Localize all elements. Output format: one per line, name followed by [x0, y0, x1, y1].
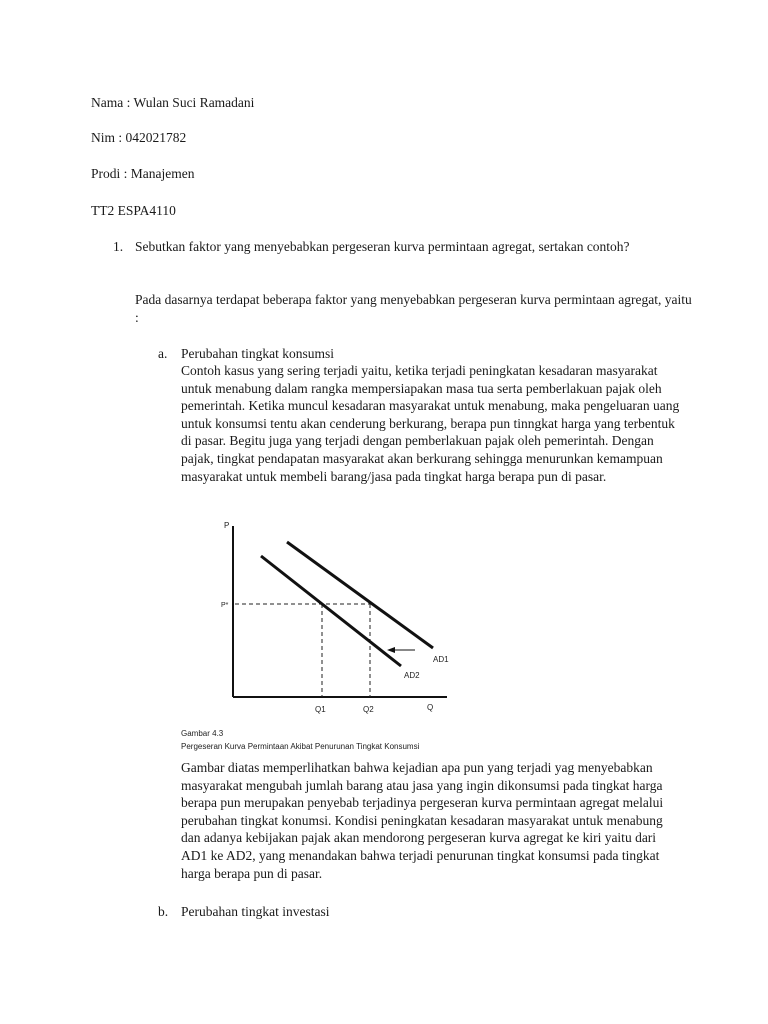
nim-line: Nim : 042021782 [91, 130, 187, 145]
ad1-label: AD1 [433, 655, 449, 664]
demand-shift-figure [175, 512, 495, 757]
figure-caption: Pergeseran Kurva Permintaan Akibat Penurunan Tingkat Konsumsi [181, 742, 420, 751]
figure-caption-number: Gambar 4.3 [181, 729, 224, 738]
x-axis-label: Q [427, 703, 434, 712]
q1-label: Q1 [315, 705, 326, 714]
item-b-marker: b. [158, 904, 169, 919]
figure-explanation: Gambar diatas memperlihatkan bahwa kejadian apa pun yang terjadi yag menyebabkan masyarakat mengubah jumlah barang atau jasa yang ingin dikonsumsi pada tingkat harga berapa pun merupakan penyebab terjadinya pergeseran kurva permintaan agregat melalui perubahan tingkat konumsi. Kondisi peningkatan kesadaran masyarakat untuk menabung dan adanya kebijakan pajak akan mendorong pergeseran kurva agregat ke kiri yaitu dari AD1 ke AD2, yang menandakan bahwa terjadi penurunan tingkat konsumsi pada tingkat harga berapa pun di pasar. [181, 760, 664, 881]
item-b-title: Perubahan tingkat investasi [181, 904, 330, 919]
item-a-body: Contoh kasus yang sering terjadi yaitu, ketika terjadi peningkatan kesadaran masyarakat untuk menabung dalam rangka mempersiapakan masa tua serta pemberlakuan pajak oleh pemerintah. Ketika muncul kesadaran masyarakat untuk menabung, maka pengeluaran uang untuk konsumsi tentu akan cenderung berkurang, berapa pun tinngkat harga yang terbentuk di pasar. Begitu juga yang terjadi dengan pemberlakuan pajak oleh pemerintah. Dengan pajak, tingkat pendapatan masyarakat akan berkurang sehingga menurunkan kemampuan masyarakat untuk membeli barang/jasa pada tingkat harga berapa pun di pasar. [181, 363, 680, 484]
demand-shift-graph [175, 512, 495, 757]
answer-intro: Pada dasarnya terdapat beberapa faktor yang menyebabkan pergeseran kurva permintaan agregat, yaitu : [135, 292, 692, 325]
ad2-label: AD2 [404, 671, 420, 680]
q2-label: Q2 [363, 705, 374, 714]
item-a-marker: a. [158, 346, 168, 361]
name-line: Nama : Wulan Suci Ramadani [91, 95, 255, 110]
question-text: Sebutkan faktor yang menyebabkan pergeseran kurva permintaan agregat, sertakan contoh? [135, 239, 630, 254]
item-a-title: Perubahan tingkat konsumsi [181, 346, 334, 361]
question-number: 1. [113, 239, 124, 254]
course-line: TT2 ESPA4110 [91, 203, 176, 218]
price-label: P* [221, 602, 229, 609]
y-axis-label: P [224, 521, 230, 530]
prodi-line: Prodi : Manajemen [91, 166, 195, 181]
shift-arrowhead-icon [387, 647, 395, 653]
